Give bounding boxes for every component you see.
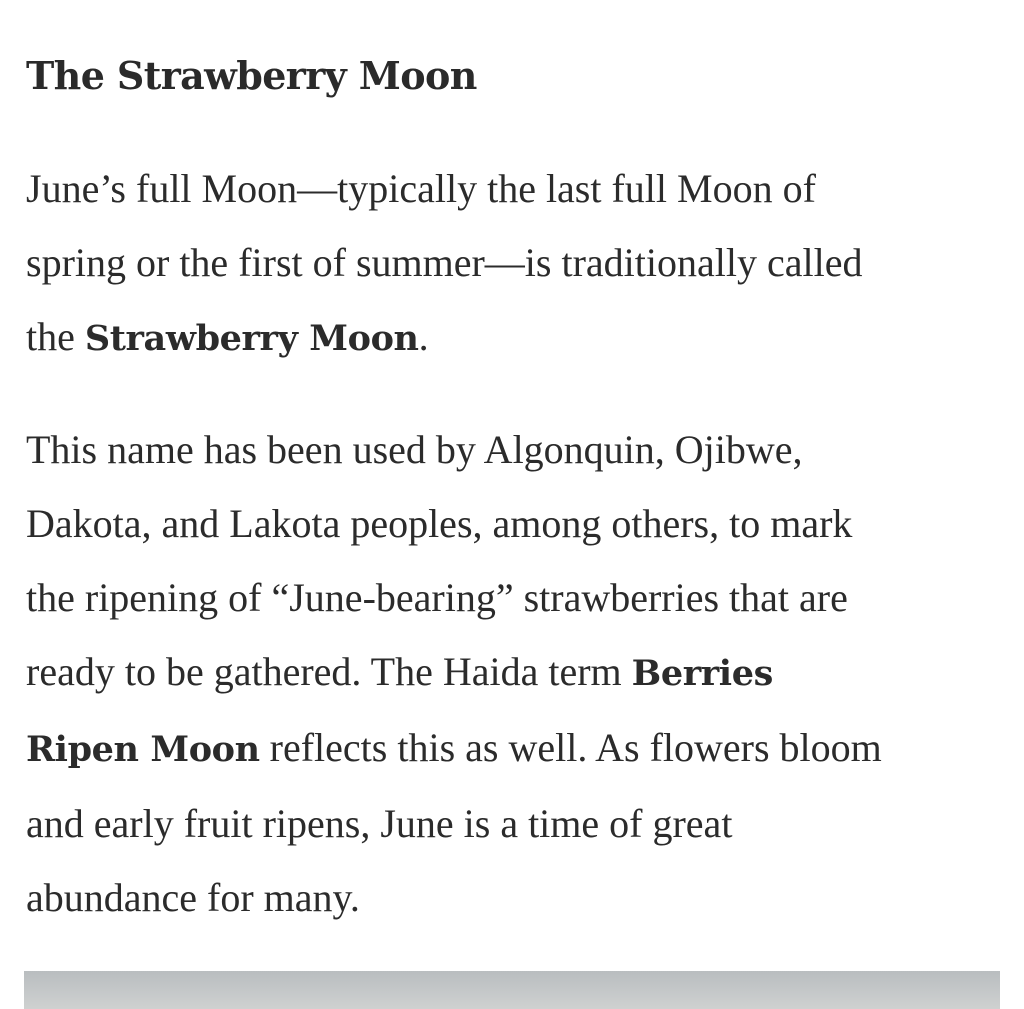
text-run: the	[26, 314, 85, 359]
text-line: and early fruit ripens, June is a time of great	[26, 801, 733, 846]
text-line: Dakota, and Lakota peoples, among others, to mark	[26, 501, 853, 546]
text-run: ready to be gathered. The Haida term	[26, 649, 632, 694]
text-run: .	[418, 314, 429, 359]
bold-term-ripen-moon: Ripen Moon	[26, 729, 260, 770]
text-line: abundance for many.	[26, 875, 360, 920]
text-line	[26, 711, 882, 787]
paragraph-intro	[26, 152, 862, 376]
article-image	[24, 971, 1000, 1009]
bold-term-strawberry-moon: Strawberry Moon	[84, 318, 419, 359]
text-line: spring or the first of summer—is traditionally called	[26, 240, 863, 285]
text-line: June’s full Moon—typically the last full Moon of	[26, 166, 816, 211]
text-line	[26, 635, 882, 711]
text-line: This name has been used by Algonquin, Ojibwe,	[26, 427, 803, 472]
section-heading: The Strawberry Moon	[26, 53, 477, 98]
text-line	[26, 300, 862, 376]
paragraph-name-origin	[26, 413, 882, 935]
bold-term-berries: Berries	[631, 653, 773, 694]
text-run: reflects this as well. As flowers bloom	[259, 725, 882, 770]
text-line: the ripening of “June-bearing” strawberries that are	[26, 575, 848, 620]
